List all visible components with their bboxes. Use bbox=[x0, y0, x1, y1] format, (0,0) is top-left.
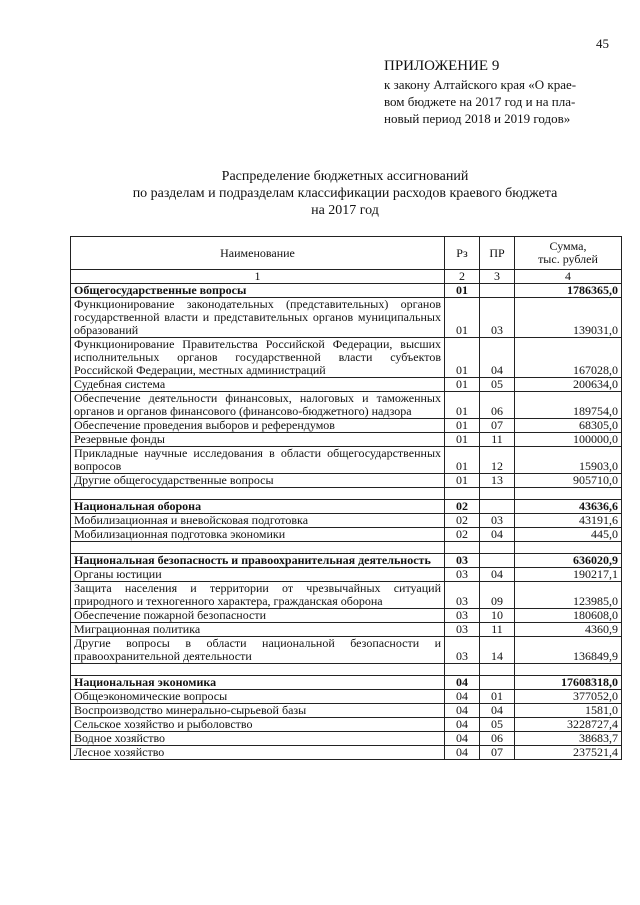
row-name: Воспроизводство минерально-сырьевой базы bbox=[71, 704, 445, 718]
empty-cell bbox=[445, 488, 480, 500]
table-row bbox=[71, 690, 622, 704]
table-row bbox=[71, 284, 622, 298]
header-sum bbox=[515, 237, 622, 270]
budget-table bbox=[70, 236, 622, 760]
row-pr: 04 bbox=[480, 528, 515, 542]
empty-cell bbox=[445, 664, 480, 676]
row-pr: 06 bbox=[480, 732, 515, 746]
row-sum: 68305,0 bbox=[515, 419, 622, 433]
header-sum-line: Сумма, bbox=[549, 239, 587, 253]
row-sum: 1786365,0 bbox=[515, 284, 622, 298]
row-rz: 03 bbox=[445, 568, 480, 582]
table-row bbox=[71, 746, 622, 760]
row-rz: 03 bbox=[445, 623, 480, 637]
row-rz: 04 bbox=[445, 746, 480, 760]
appendix-title: ПРИЛОЖЕНИЕ 9 bbox=[384, 58, 500, 74]
table-body bbox=[71, 284, 622, 760]
table-row bbox=[71, 637, 622, 664]
row-pr: 03 bbox=[480, 298, 515, 338]
row-sum: 43191,6 bbox=[515, 514, 622, 528]
row-name: Прикладные научные исследования в области общегосударственных вопросов bbox=[71, 447, 445, 474]
row-name: Сельское хозяйство и рыболовство bbox=[71, 718, 445, 732]
table-row bbox=[71, 664, 622, 676]
title-line: на 2017 год bbox=[311, 203, 379, 218]
row-rz: 02 bbox=[445, 500, 480, 514]
header-pr: ПР bbox=[480, 237, 515, 270]
row-sum: 100000,0 bbox=[515, 433, 622, 447]
row-pr: 12 bbox=[480, 447, 515, 474]
row-name: Национальная экономика bbox=[71, 676, 445, 690]
row-pr: 04 bbox=[480, 704, 515, 718]
row-sum: 123985,0 bbox=[515, 582, 622, 609]
row-name: Общегосударственные вопросы bbox=[71, 284, 445, 298]
table-row bbox=[71, 704, 622, 718]
empty-cell bbox=[71, 664, 445, 676]
row-sum: 636020,9 bbox=[515, 554, 622, 568]
empty-cell bbox=[480, 488, 515, 500]
row-name: Общеэкономические вопросы bbox=[71, 690, 445, 704]
row-rz: 04 bbox=[445, 690, 480, 704]
row-name: Органы юстиции bbox=[71, 568, 445, 582]
row-sum: 38683,7 bbox=[515, 732, 622, 746]
table-row bbox=[71, 528, 622, 542]
row-pr: 10 bbox=[480, 609, 515, 623]
row-rz: 04 bbox=[445, 704, 480, 718]
row-pr: 07 bbox=[480, 746, 515, 760]
row-rz: 02 bbox=[445, 528, 480, 542]
table-row bbox=[71, 568, 622, 582]
row-pr: 07 bbox=[480, 419, 515, 433]
row-name: Функционирование Правительства Российской Федерации, высших исполнительных органов государственной власти субъектов Российской Федерации, местных администраций bbox=[71, 338, 445, 378]
row-name: Национальная безопасность и правоохранительная деятельность bbox=[71, 554, 445, 568]
row-sum: 4360,9 bbox=[515, 623, 622, 637]
row-sum: 139031,0 bbox=[515, 298, 622, 338]
row-name: Мобилизационная и вневойсковая подготовка bbox=[71, 514, 445, 528]
appendix-line: к закону Алтайского края «О крае- bbox=[384, 77, 577, 92]
table-row bbox=[71, 514, 622, 528]
page-number: 45 bbox=[596, 36, 609, 51]
row-pr: 13 bbox=[480, 474, 515, 488]
row-rz: 01 bbox=[445, 338, 480, 378]
row-sum: 43636,6 bbox=[515, 500, 622, 514]
row-sum: 15903,0 bbox=[515, 447, 622, 474]
row-pr: 01 bbox=[480, 690, 515, 704]
row-pr: 14 bbox=[480, 637, 515, 664]
header-rz: Рз bbox=[445, 237, 480, 270]
row-rz: 01 bbox=[445, 378, 480, 392]
col-number: 2 bbox=[445, 270, 480, 284]
row-pr: 06 bbox=[480, 392, 515, 419]
row-sum: 136849,9 bbox=[515, 637, 622, 664]
row-pr: 05 bbox=[480, 378, 515, 392]
row-name: Лесное хозяйство bbox=[71, 746, 445, 760]
row-rz: 01 bbox=[445, 447, 480, 474]
appendix-header bbox=[384, 58, 624, 127]
row-rz: 04 bbox=[445, 676, 480, 690]
document-title bbox=[70, 168, 620, 219]
table-row bbox=[71, 732, 622, 746]
row-sum: 190217,1 bbox=[515, 568, 622, 582]
title-line: Распределение бюджетных ассигнований bbox=[221, 169, 469, 184]
table-row bbox=[71, 623, 622, 637]
table-row bbox=[71, 338, 622, 378]
row-sum: 237521,4 bbox=[515, 746, 622, 760]
row-pr: 05 bbox=[480, 718, 515, 732]
empty-cell bbox=[71, 488, 445, 500]
empty-cell bbox=[71, 542, 445, 554]
row-pr bbox=[480, 284, 515, 298]
col-number: 1 bbox=[71, 270, 445, 284]
empty-cell bbox=[445, 542, 480, 554]
row-rz: 01 bbox=[445, 392, 480, 419]
row-sum: 167028,0 bbox=[515, 338, 622, 378]
table-row bbox=[71, 378, 622, 392]
row-pr: 09 bbox=[480, 582, 515, 609]
row-pr bbox=[480, 676, 515, 690]
row-sum: 905710,0 bbox=[515, 474, 622, 488]
row-rz: 01 bbox=[445, 298, 480, 338]
row-pr: 04 bbox=[480, 568, 515, 582]
row-name: Защита населения и территории от чрезвычайных ситуаций природного и техногенного характера, гражданская оборона bbox=[71, 582, 445, 609]
row-pr: 11 bbox=[480, 623, 515, 637]
table-row bbox=[71, 433, 622, 447]
row-name: Водное хозяйство bbox=[71, 732, 445, 746]
row-pr bbox=[480, 554, 515, 568]
row-rz: 04 bbox=[445, 732, 480, 746]
row-pr: 03 bbox=[480, 514, 515, 528]
row-name: Миграционная политика bbox=[71, 623, 445, 637]
table-row bbox=[71, 542, 622, 554]
row-name: Обеспечение проведения выборов и референдумов bbox=[71, 419, 445, 433]
row-pr bbox=[480, 500, 515, 514]
row-pr: 11 bbox=[480, 433, 515, 447]
appendix-line: новый период 2018 и 2019 годов» bbox=[384, 111, 571, 126]
table-row bbox=[71, 609, 622, 623]
row-rz: 03 bbox=[445, 637, 480, 664]
empty-cell bbox=[515, 488, 622, 500]
table-row bbox=[71, 447, 622, 474]
row-rz: 01 bbox=[445, 474, 480, 488]
row-sum: 189754,0 bbox=[515, 392, 622, 419]
row-rz: 01 bbox=[445, 419, 480, 433]
row-rz: 03 bbox=[445, 609, 480, 623]
row-name: Обеспечение пожарной безопасности bbox=[71, 609, 445, 623]
empty-cell bbox=[480, 664, 515, 676]
row-name: Мобилизационная подготовка экономики bbox=[71, 528, 445, 542]
table-row bbox=[71, 474, 622, 488]
row-sum: 1581,0 bbox=[515, 704, 622, 718]
table-row bbox=[71, 554, 622, 568]
header-sum-line: тыс. рублей bbox=[538, 252, 598, 266]
row-rz: 01 bbox=[445, 433, 480, 447]
table-row bbox=[71, 500, 622, 514]
row-pr: 04 bbox=[480, 338, 515, 378]
empty-cell bbox=[480, 542, 515, 554]
row-name: Функционирование законодательных (представительных) органов государственной власти и представительных органов муниципальных образований bbox=[71, 298, 445, 338]
table-row bbox=[71, 488, 622, 500]
appendix-line: вом бюджете на 2017 год и на пла- bbox=[384, 94, 576, 109]
table-row bbox=[71, 419, 622, 433]
row-sum: 445,0 bbox=[515, 528, 622, 542]
row-rz: 04 bbox=[445, 718, 480, 732]
row-name: Судебная система bbox=[71, 378, 445, 392]
title-line: по разделам и подразделам классификации расходов краевого бюджета bbox=[132, 186, 558, 201]
row-name: Резервные фонды bbox=[71, 433, 445, 447]
row-rz: 02 bbox=[445, 514, 480, 528]
row-rz: 03 bbox=[445, 554, 480, 568]
table-row bbox=[71, 582, 622, 609]
empty-cell bbox=[515, 664, 622, 676]
row-sum: 200634,0 bbox=[515, 378, 622, 392]
table-row bbox=[71, 718, 622, 732]
row-name: Обеспечение деятельности финансовых, налоговых и таможенных органов и органов финансового (финансово-бюджетного) надзора bbox=[71, 392, 445, 419]
empty-cell bbox=[515, 542, 622, 554]
row-sum: 17608318,0 bbox=[515, 676, 622, 690]
row-rz: 01 bbox=[445, 284, 480, 298]
row-name: Другие вопросы в области национальной безопасности и правоохранительной деятельности bbox=[71, 637, 445, 664]
table-row bbox=[71, 298, 622, 338]
table-row bbox=[71, 392, 622, 419]
header-name: Наименование bbox=[71, 237, 445, 270]
row-rz: 03 bbox=[445, 582, 480, 609]
row-name: Другие общегосударственные вопросы bbox=[71, 474, 445, 488]
row-sum: 180608,0 bbox=[515, 609, 622, 623]
col-number: 3 bbox=[480, 270, 515, 284]
row-name: Национальная оборона bbox=[71, 500, 445, 514]
row-sum: 377052,0 bbox=[515, 690, 622, 704]
row-sum: 3228727,4 bbox=[515, 718, 622, 732]
col-number: 4 bbox=[515, 270, 622, 284]
table-row bbox=[71, 676, 622, 690]
